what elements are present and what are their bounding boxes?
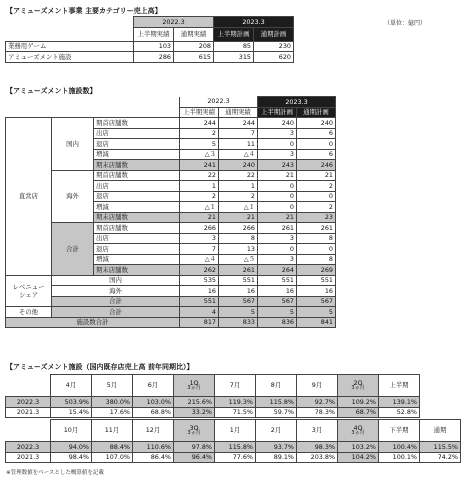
cell: 21: [219, 212, 258, 223]
cell: 15.4%: [51, 407, 92, 418]
grand-total-label: 施設数合計: [6, 317, 180, 328]
row-label: 業務用ゲーム: [6, 41, 134, 52]
cell: △３: [180, 149, 219, 160]
cell: 269: [297, 265, 336, 276]
quarter-header: [174, 420, 215, 442]
cell: 1: [180, 181, 219, 192]
cell: 2: [180, 191, 219, 202]
cell: 208: [174, 41, 214, 52]
cell: 266: [180, 223, 219, 234]
cell: 16: [180, 286, 219, 297]
cell: 241: [180, 160, 219, 171]
quarter-sublabel: 3ヵ月: [187, 429, 201, 436]
cell: 246: [297, 160, 336, 171]
cell: 4: [180, 307, 219, 318]
cell: 94.0%: [51, 442, 92, 453]
period-prev-header: 2022.3: [134, 17, 214, 28]
row-label: 期首店舗数: [94, 223, 180, 234]
cell: 21: [297, 170, 336, 181]
row-label: 合計: [52, 307, 180, 318]
row-label: 出店: [94, 181, 180, 192]
cell: 836: [258, 317, 297, 328]
cell: 78.3%: [297, 407, 338, 418]
cell: 100.4%: [379, 442, 420, 453]
cell: 5: [258, 307, 297, 318]
section3-title: 【アミューズメント施設（国内既存店売上高 前年同期比）】: [6, 363, 194, 371]
cell: 16: [219, 286, 258, 297]
cell: 119.3%: [215, 397, 256, 408]
cell: 567: [297, 296, 336, 307]
row-label: 期首店舗数: [94, 170, 180, 181]
row-label: 増減: [94, 202, 180, 213]
cell: 93.7%: [256, 442, 297, 453]
cell: 68.8%: [133, 407, 174, 418]
cell: 68.7%: [338, 407, 379, 418]
cell: 817: [180, 317, 219, 328]
cell: 841: [297, 317, 336, 328]
row-label: 退店: [94, 191, 180, 202]
cell: 52.8%: [379, 407, 420, 418]
cell: 2: [297, 181, 336, 192]
cell: 21: [258, 170, 297, 181]
cell: 0: [258, 191, 297, 202]
month-header: 11月: [92, 420, 133, 442]
cell: 7: [180, 244, 219, 255]
cell: 243: [258, 160, 297, 171]
cell: 109.2%: [338, 397, 379, 408]
cell: 0: [297, 191, 336, 202]
cell: 5: [297, 307, 336, 318]
cell: 115.8%: [215, 442, 256, 453]
cell: 88.4%: [92, 442, 133, 453]
cell: 0: [258, 244, 297, 255]
group-direct-store: 直営店: [6, 118, 52, 276]
region-domestic: 国内: [52, 118, 94, 171]
section1-title: 【アミューズメント事業 主要カテゴリー売上高】: [6, 7, 162, 15]
cell: 21: [258, 212, 297, 223]
cell: 0: [297, 244, 336, 255]
cell: 230: [254, 41, 294, 52]
cell: 77.6%: [215, 452, 256, 463]
cell: 215.6%: [174, 397, 215, 408]
cell: 261: [297, 223, 336, 234]
cell: 3: [258, 254, 297, 265]
cell: 92.7%: [297, 397, 338, 408]
category-sales-table: [5, 16, 294, 63]
row-label: 期末店舗数: [94, 212, 180, 223]
cell: 103.2%: [338, 442, 379, 453]
cell: 3: [180, 233, 219, 244]
cell: 139.1%: [379, 397, 420, 408]
cell: 97.8%: [174, 442, 215, 453]
month-header: 9月: [297, 375, 338, 397]
cell: △４: [180, 254, 219, 265]
cell: 5: [180, 139, 219, 150]
row-label: 増減: [94, 254, 180, 265]
cell: 833: [219, 317, 258, 328]
quarter-label: 1Q: [189, 378, 199, 387]
cell: 107.0%: [92, 452, 133, 463]
cell: 74.2%: [420, 452, 461, 463]
cell: △５: [219, 254, 258, 265]
cell: 203.8%: [297, 452, 338, 463]
cell: 115.5%: [420, 442, 461, 453]
group-revenue-share: レベニュー シェア: [6, 275, 52, 307]
cell: 266: [219, 223, 258, 234]
cell: 98.4%: [51, 452, 92, 463]
row-label: 退店: [94, 244, 180, 255]
region-total: 合計: [52, 223, 94, 276]
cell: 286: [134, 52, 174, 63]
cell: △１: [219, 202, 258, 213]
month-header: 4月: [51, 375, 92, 397]
cell: 11: [219, 139, 258, 150]
month-header: 10月: [51, 420, 92, 442]
cell: 315: [214, 52, 254, 63]
cell: 620: [254, 52, 294, 63]
column-header: 上半期実績: [180, 107, 219, 118]
cell: 98.3%: [297, 442, 338, 453]
column-header: 通期計画: [254, 27, 294, 41]
cell: 535: [180, 275, 219, 286]
cell: 96.4%: [174, 452, 215, 463]
cell: 261: [258, 223, 297, 234]
cell: 240: [258, 118, 297, 129]
cell: 567: [258, 296, 297, 307]
cell: 71.5%: [215, 407, 256, 418]
row-label: 2021.3: [6, 407, 51, 418]
section1-unit: （単位：億円）: [384, 20, 427, 27]
cell: 2: [219, 191, 258, 202]
cell: 2: [297, 202, 336, 213]
row-label: 2021.3: [6, 452, 51, 463]
cell: 8: [297, 233, 336, 244]
quarter-header: [338, 420, 379, 442]
row-label: 期末店舗数: [94, 265, 180, 276]
month-header: 7月: [215, 375, 256, 397]
cell: 1: [219, 181, 258, 192]
cell: 551: [258, 275, 297, 286]
quarter-header: [174, 375, 215, 397]
quarter-label: 3Q: [189, 423, 199, 432]
row-label: 出店: [94, 128, 180, 139]
column-header: 通期実績: [174, 27, 214, 41]
cell: 551: [297, 275, 336, 286]
cell: 615: [174, 52, 214, 63]
row-label: 出店: [94, 233, 180, 244]
cell: 85: [214, 41, 254, 52]
half-header: 上半期: [379, 375, 420, 397]
quarter-header: [338, 375, 379, 397]
cell: 264: [258, 265, 297, 276]
cell: 103.0%: [133, 397, 174, 408]
cell: 16: [258, 286, 297, 297]
row-label: アミューズメント施設: [6, 52, 134, 63]
row-label: 期末店舗数: [94, 160, 180, 171]
column-header: 上半期計画: [258, 107, 297, 118]
cell: △１: [180, 202, 219, 213]
cell: 23: [297, 212, 336, 223]
footnote: ※管理数値をベースとした概算値を記載: [6, 470, 104, 476]
cell: 22: [219, 170, 258, 181]
column-header: 上半期計画: [214, 27, 254, 41]
month-header: 5月: [92, 375, 133, 397]
month-header: 12月: [133, 420, 174, 442]
cell: 0: [297, 139, 336, 150]
column-header: 通期実績: [219, 107, 258, 118]
row-label: 2022.3: [6, 442, 51, 453]
month-header: 6月: [133, 375, 174, 397]
cell: 262: [180, 265, 219, 276]
cell: 261: [219, 265, 258, 276]
cell: 6: [297, 128, 336, 139]
cell: 3: [258, 149, 297, 160]
cell: 0: [258, 181, 297, 192]
section2-title: 【アミューズメント施設数】: [6, 87, 97, 95]
row-label: 退店: [94, 139, 180, 150]
cell: 567: [219, 296, 258, 307]
row-label: 合計: [52, 296, 180, 307]
cell: 17.6%: [92, 407, 133, 418]
cell: 3: [258, 128, 297, 139]
cell: 2: [180, 128, 219, 139]
cell: △４: [219, 149, 258, 160]
cell: 380.0%: [92, 397, 133, 408]
cell: 110.6%: [133, 442, 174, 453]
quarter-sublabel: 3ヵ月: [187, 384, 201, 391]
cell: 240: [297, 118, 336, 129]
cell: 503.9%: [51, 397, 92, 408]
row-label: 期首店舗数: [94, 118, 180, 129]
period-cur-header: 2023.3: [258, 97, 336, 108]
cell: 5: [219, 307, 258, 318]
fullyear-header: 通期: [420, 420, 461, 442]
row-label: 2022.3: [6, 397, 51, 408]
cell: 8: [297, 254, 336, 265]
cell: 551: [180, 296, 219, 307]
cell: 115.8%: [256, 397, 297, 408]
cell: 3: [258, 233, 297, 244]
cell: 59.7%: [256, 407, 297, 418]
quarter-sublabel: 3ヵ月: [351, 429, 365, 436]
cell: 0: [258, 139, 297, 150]
column-header: 通期計画: [297, 107, 336, 118]
quarter-label: 4Q: [353, 423, 363, 432]
cell: 100.1%: [379, 452, 420, 463]
cell: 21: [180, 212, 219, 223]
row-label: 国内: [52, 275, 180, 286]
cell: 6: [297, 149, 336, 160]
group-other: その他: [6, 307, 52, 318]
region-overseas: 海外: [52, 170, 94, 223]
period-cur-header: 2023.3: [214, 17, 294, 28]
quarter-sublabel: 3ヵ月: [351, 384, 365, 391]
column-header: 上半期実績: [134, 27, 174, 41]
cell: 22: [180, 170, 219, 181]
cell: 240: [219, 160, 258, 171]
cell: 16: [297, 286, 336, 297]
cell: 13: [219, 244, 258, 255]
row-label: 海外: [52, 286, 180, 297]
cell: 7: [219, 128, 258, 139]
month-header: 3月: [297, 420, 338, 442]
cell: 244: [180, 118, 219, 129]
month-header: 2月: [256, 420, 297, 442]
month-header: 8月: [256, 375, 297, 397]
month-header: 1月: [215, 420, 256, 442]
cell: 551: [219, 275, 258, 286]
same-store-sales-table: [5, 374, 461, 463]
cell: 86.4%: [133, 452, 174, 463]
cell: 89.1%: [256, 452, 297, 463]
cell: 0: [258, 202, 297, 213]
cell: 244: [219, 118, 258, 129]
cell: 8: [219, 233, 258, 244]
facility-count-table: [5, 96, 336, 328]
cell: 103: [134, 41, 174, 52]
cell: 104.2%: [338, 452, 379, 463]
quarter-label: 2Q: [353, 378, 363, 387]
half-header: 下半期: [379, 420, 420, 442]
period-prev-header: 2022.3: [180, 97, 258, 108]
cell: 33.2%: [174, 407, 215, 418]
row-label: 増減: [94, 149, 180, 160]
